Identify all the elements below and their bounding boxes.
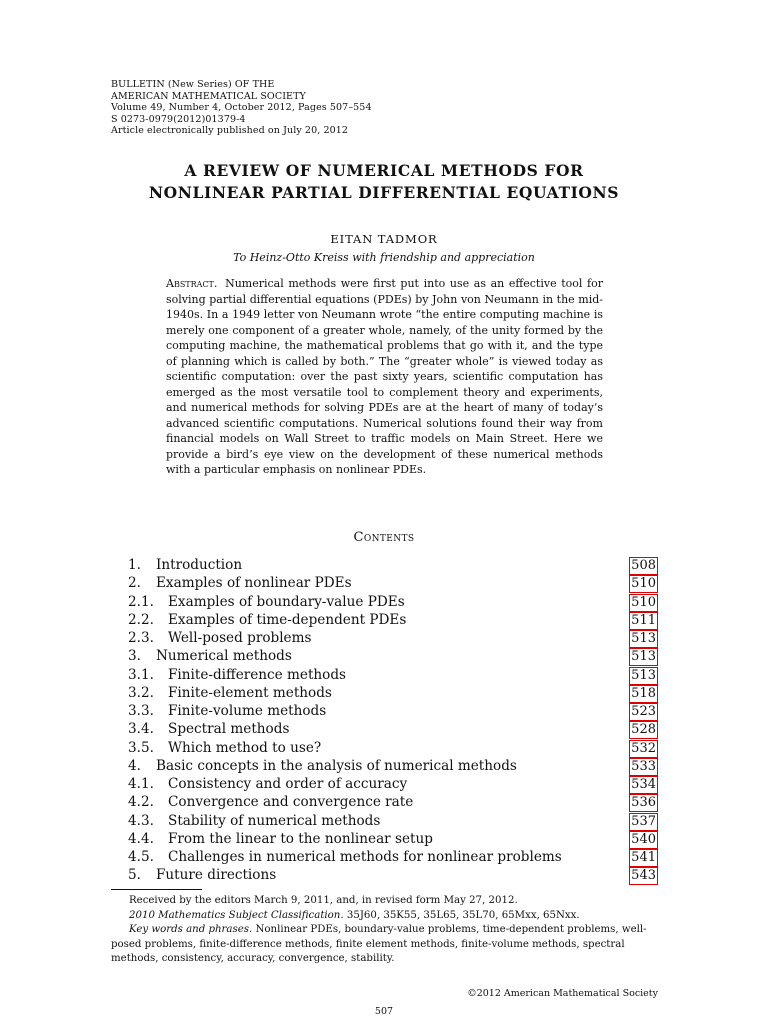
- toc-entry: [128, 684, 658, 702]
- footnotes: [111, 894, 657, 967]
- toc-entry-title: Convergence and convergence rate: [168, 794, 414, 811]
- keywords-note: [111, 923, 657, 967]
- toc-entry: [128, 812, 658, 830]
- toc-page-link[interactable]: 513: [631, 667, 656, 683]
- toc-entry-title: Numerical methods: [156, 648, 292, 665]
- toc-page-link[interactable]: 528: [631, 722, 656, 738]
- toc-entry-title: Basic concepts in the analysis of numerical methods: [156, 757, 517, 774]
- toc-entry-title: Finite-difference methods: [168, 666, 347, 683]
- title-line-2: NONLINEAR PARTIAL DIFFERENTIAL EQUATIONS: [148, 183, 620, 202]
- toc-entry-title: Which method to use?: [168, 739, 322, 756]
- toc-entry-number: 4.3.: [128, 812, 154, 829]
- toc-page-link[interactable]: 540: [631, 831, 656, 847]
- received-note: Received by the editors March 9, 2011, and, in revised form May 27, 2012.: [129, 895, 518, 906]
- toc-entry-number: 4.: [128, 757, 141, 774]
- toc-entry: [128, 739, 658, 757]
- toc-entry-title: Examples of nonlinear PDEs: [156, 575, 352, 592]
- toc-entry-number: 3.5.: [128, 739, 154, 756]
- toc-entry: [128, 556, 658, 574]
- footnote-rule: [111, 889, 202, 890]
- journal-header: [111, 79, 372, 137]
- toc-entry: [128, 866, 658, 884]
- abstract: [166, 276, 603, 478]
- toc-entry-title: From the linear to the nonlinear setup: [168, 830, 433, 847]
- toc-entry-number: 1.: [128, 557, 141, 573]
- toc-entry-number: 4.5.: [128, 849, 154, 865]
- toc-page-link[interactable]: 508: [631, 558, 656, 573]
- toc-entry-number: 4.1.: [128, 776, 154, 792]
- toc-entry: [128, 647, 658, 665]
- toc-page-link[interactable]: 541: [631, 850, 656, 865]
- toc-page-link[interactable]: 534: [631, 777, 656, 792]
- toc-page-link[interactable]: 511: [631, 612, 656, 628]
- toc-page-link[interactable]: 543: [631, 868, 656, 884]
- toc-entry: [128, 593, 658, 611]
- toc-page-link[interactable]: 510: [631, 576, 656, 592]
- toc-entry-number: 3.4.: [128, 721, 154, 738]
- toc-entry-number: 4.4.: [128, 830, 154, 847]
- journal-line: BULLETIN (New Series) OF THE: [111, 79, 275, 90]
- toc-entry: [128, 720, 658, 738]
- toc-entry-title: Finite-element methods: [168, 684, 332, 701]
- toc-entry-title: Consistency and order of accuracy: [168, 776, 408, 792]
- toc-entry-number: 2.: [128, 575, 141, 592]
- toc-entry: [128, 611, 658, 629]
- toc-entry: [128, 775, 658, 793]
- title-line-1: A REVIEW OF NUMERICAL METHODS FOR: [184, 161, 584, 180]
- author-name: EITAN TADMOR: [330, 232, 438, 246]
- toc-entry-number: 3.: [128, 648, 141, 665]
- journal-volume-line: Volume 49, Number 4, October 2012, Pages 507–554: [111, 102, 372, 114]
- toc-entry-number: 2.1.: [128, 593, 154, 610]
- keywords-label: Key words and phrases.: [129, 924, 253, 935]
- toc-entry-title: Spectral methods: [168, 721, 290, 738]
- toc-entry-title: Future directions: [156, 867, 277, 884]
- abstract-label: Abstract.: [166, 277, 218, 290]
- toc-page-link[interactable]: 533: [631, 758, 656, 774]
- toc-entry-title: Well-posed problems: [168, 630, 312, 646]
- abstract-text: Numerical methods were first put into use as an effective tool for solving partial differential equations (PDEs) by John von Neumann in the mid-1940s. In a 1949 letter von Neumann wrote “the entire computing machine is merely one component of a greater whole, namely, of the unity formed by the computing machine, the mathematical problems that go with it, and the type of planning which is called by both.” The “greater whole” is viewed today as scientific computation: over the past sixty years, scientific computation has emerged as the most versatile tool to complement theory and experiments, and numerical methods for solving PDEs are at the heart of many of today’s advanced scientific computations. Numerical solutions found their way from financial models on Wall Street to traffic models on Main Street. Here we provide a bird’s eye view on the development of these numerical methods with a particular emphasis on nonlinear PDEs.: [166, 277, 603, 476]
- toc-page-link[interactable]: 513: [631, 631, 656, 646]
- msc-label: [129, 910, 344, 921]
- msc-label-text: 2010 Mathematics Subject Classification.: [129, 909, 344, 921]
- dedication: To Heinz-Otto Kreiss with friendship and appreciation: [233, 251, 535, 264]
- journal-published-line: Article electronically published on July 20, 2012: [111, 125, 349, 137]
- toc-entry: [128, 830, 658, 848]
- toc-page-link[interactable]: 536: [631, 795, 656, 811]
- contents-heading: Contents: [353, 530, 415, 545]
- toc-page-link[interactable]: 513: [631, 649, 656, 665]
- toc-entry-number: 4.2.: [128, 794, 154, 811]
- toc-entry: [128, 574, 658, 592]
- toc-entry-title: Finite-volume methods: [168, 703, 327, 719]
- toc-entry-number: 3.2.: [128, 684, 154, 701]
- toc-entry-title: Stability of numerical methods: [168, 812, 381, 829]
- toc-entry-number: 2.3.: [128, 630, 154, 646]
- toc-entry-title: Introduction: [156, 557, 243, 573]
- toc-page-link[interactable]: 523: [631, 704, 656, 719]
- toc-entry-title: Examples of time-dependent PDEs: [168, 611, 407, 628]
- keywords-text: Nonlinear PDEs, boundary-value problems, time-dependent problems, well-posed problems, finite-difference methods, finite element methods, finite-volume methods, spectral methods, consistency, accuracy, convergence, stability.: [111, 924, 647, 964]
- toc-page-link[interactable]: 518: [631, 685, 656, 701]
- toc-entry-title: Examples of boundary-value PDEs: [168, 593, 405, 610]
- toc-page-link[interactable]: 532: [631, 740, 656, 756]
- msc-codes: 35J60, 35K55, 35L65, 35L70, 65Mxx, 65Nxx.: [346, 909, 580, 921]
- toc-entry: [128, 793, 658, 811]
- copyright-notice: ©2012 American Mathematical Society: [467, 988, 658, 999]
- toc-entry-title: Challenges in numerical methods for nonlinear problems: [168, 849, 562, 865]
- toc-entry-number: 2.2.: [128, 611, 154, 628]
- toc-entry: [128, 757, 658, 775]
- page-number: 507: [374, 1006, 394, 1017]
- toc-entry: [128, 666, 658, 684]
- toc-entry-number: 5.: [128, 867, 141, 884]
- journal-issn-line: S 0273-0979(2012)01379-4: [111, 113, 246, 125]
- toc-entry-number: 3.3.: [128, 703, 154, 719]
- toc-entry: [128, 702, 658, 720]
- toc-entry: [128, 629, 658, 647]
- toc-entry-number: 3.1.: [128, 666, 154, 683]
- table-of-contents: [128, 556, 658, 885]
- toc-entry: [128, 848, 658, 866]
- paper-title: [0, 160, 768, 204]
- toc-page-link[interactable]: 537: [631, 813, 656, 829]
- toc-page-link[interactable]: 510: [631, 594, 656, 610]
- journal-line: AMERICAN MATHEMATICAL SOCIETY: [111, 90, 306, 102]
- msc-note: [111, 909, 657, 924]
